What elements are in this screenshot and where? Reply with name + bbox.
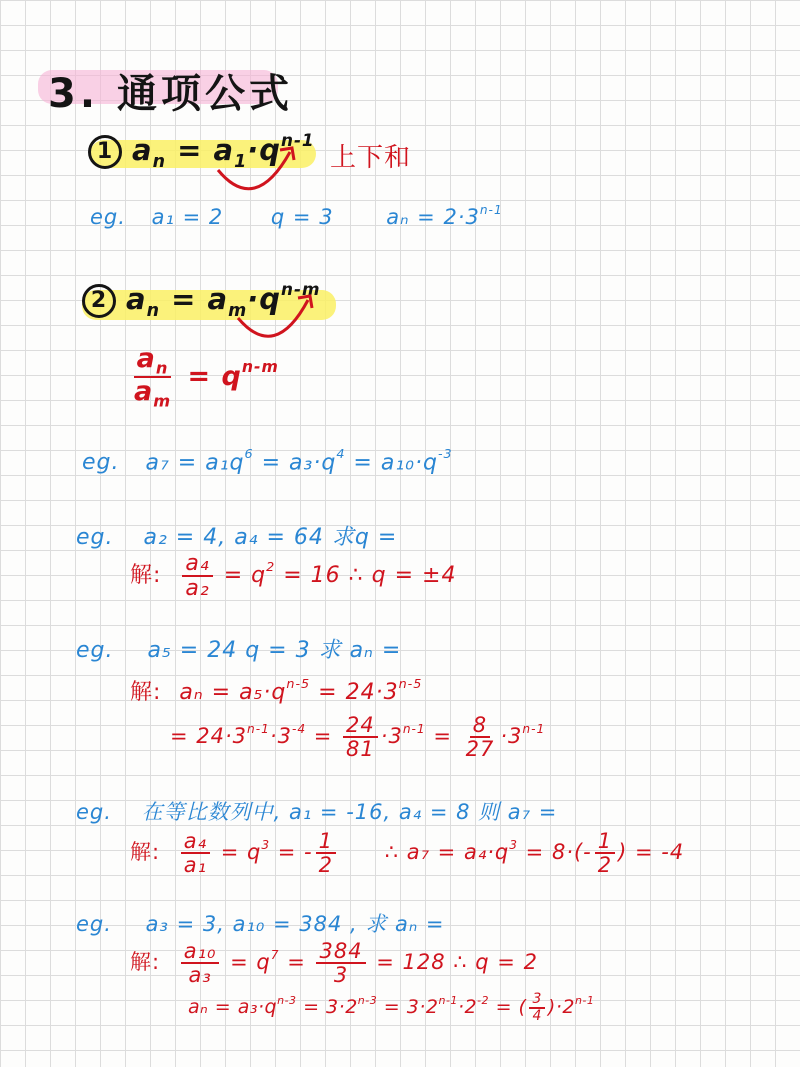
title-text: 通项公式 [116, 71, 293, 117]
eg-tag: eg. [76, 912, 112, 936]
ratio-formula: $\frac{a_n}{a_m}$ = $q^{n-m}$ [128, 345, 279, 410]
solution-label: 解: [130, 563, 162, 589]
solution-label: 解: [130, 680, 162, 705]
example-6-question: eg. a₃ = 3, a₁₀ = 384 , 求 aₙ = [76, 912, 445, 936]
solution-fraction: $\frac{\text{a₁₀}}{\text{a₃}}$ [181, 940, 220, 986]
solution-label: 解: [130, 840, 161, 865]
solution-fraction: $\frac{\text{a₄}}{\text{a₁}}$ [181, 830, 210, 876]
page-title [48, 62, 293, 119]
arrow-curve [218, 152, 290, 189]
ratio-fraction: $\frac{a_n}{a_m}$ [134, 343, 172, 411]
example-3-question: eg. a₂ = 4, a₄ = 64 求q = [76, 525, 398, 550]
example-5-solution: 解: $\frac{\text{a₄}}{\text{a₁}}$ = $q^3$ = - $\frac{1}{2}$ ∴ $a_7 = a_4\cdot q^3 = 8\cdot(-$ $\frac{1}{2}$ ) = -4 [130, 829, 685, 878]
eg-tag: eg. [82, 450, 120, 476]
solution-label: 解: [130, 950, 161, 975]
formula1-note: 上下和 [330, 143, 412, 173]
fraction-8-27: $\frac{8}{27}$ [465, 713, 495, 762]
example-4-solution-line2: = $24\cdot 3^{n-1}\cdot 3^{-4}$ = $\frac{24}{81}$ $\cdot 3^{n-1}$ = $\frac{8}{27}$ $\cdot 3^{n-1}$ [170, 713, 546, 762]
arrow-curve [238, 300, 308, 336]
example-1: eg. a₁ = 2 q = 3 $a_n = 2\cdot 3^{n-1}$ [90, 202, 503, 229]
eg-tag: eg. [76, 638, 114, 663]
fraction-half-2: $\frac{1}{2}$ [595, 830, 615, 876]
fraction-24-81: $\frac{24}{81}$ [343, 714, 378, 760]
example-2: eg. $a_7 = a_1q^6 = a_3\cdot q^4 = a_{10}\cdot q^{-3}$ [82, 447, 453, 476]
title-number: 3. [48, 71, 100, 117]
formula-1: 1 $a_n = a_1\cdot q^{n-1}$ [88, 133, 315, 172]
circled-number-1: 1 [88, 135, 122, 169]
example-3-solution: 解: $\frac{\text{a₄}}{\text{a₂}}$ = $q^2 = 16$ ∴ q = ±4 [130, 551, 457, 602]
fraction-384-3: $\frac{384}{3}$ [316, 940, 365, 986]
eg-tag: eg. [90, 205, 126, 229]
example-6-solution-line1: 解: $\frac{\text{a₁₀}}{\text{a₃}}$ = $q^7$ = $\frac{384}{3}$ = 128 ∴ q = 2 [130, 939, 538, 988]
formula-2: 2 $a_n = a_m\cdot q^{n-m}$ [82, 282, 320, 321]
eg-tag: eg. [76, 800, 112, 824]
example-4-solution-line1: 解: $a_n = a_5\cdot q^{n-5} = 24\cdot 3^{n-5}$ [130, 677, 423, 705]
example-4-question: eg. a₅ = 24 q = 3 求 aₙ = [76, 638, 402, 663]
example-5-question: eg. 在等比数列中, a₁ = -16, a₄ = 8 则 a₇ = [76, 800, 558, 824]
fraction-3-4: $\frac{3}{4}$ [529, 992, 544, 1023]
example-6-solution-line2: $a_n = a_3\cdot q^{n-3} = 3\cdot 2^{n-3} = 3\cdot 2^{n-1}\cdot 2^{-2}$ = ( $\frac{3}{4}$ )$\cdot 2^{n-1}$ [188, 991, 595, 1024]
solution-fraction: $\frac{\text{a₄}}{\text{a₂}}$ [182, 552, 212, 600]
fraction-half: $\frac{1}{2}$ [316, 830, 336, 876]
circled-number-2: 2 [82, 284, 116, 318]
eg-tag: eg. [76, 525, 114, 550]
formula1-arrow [210, 140, 310, 205]
